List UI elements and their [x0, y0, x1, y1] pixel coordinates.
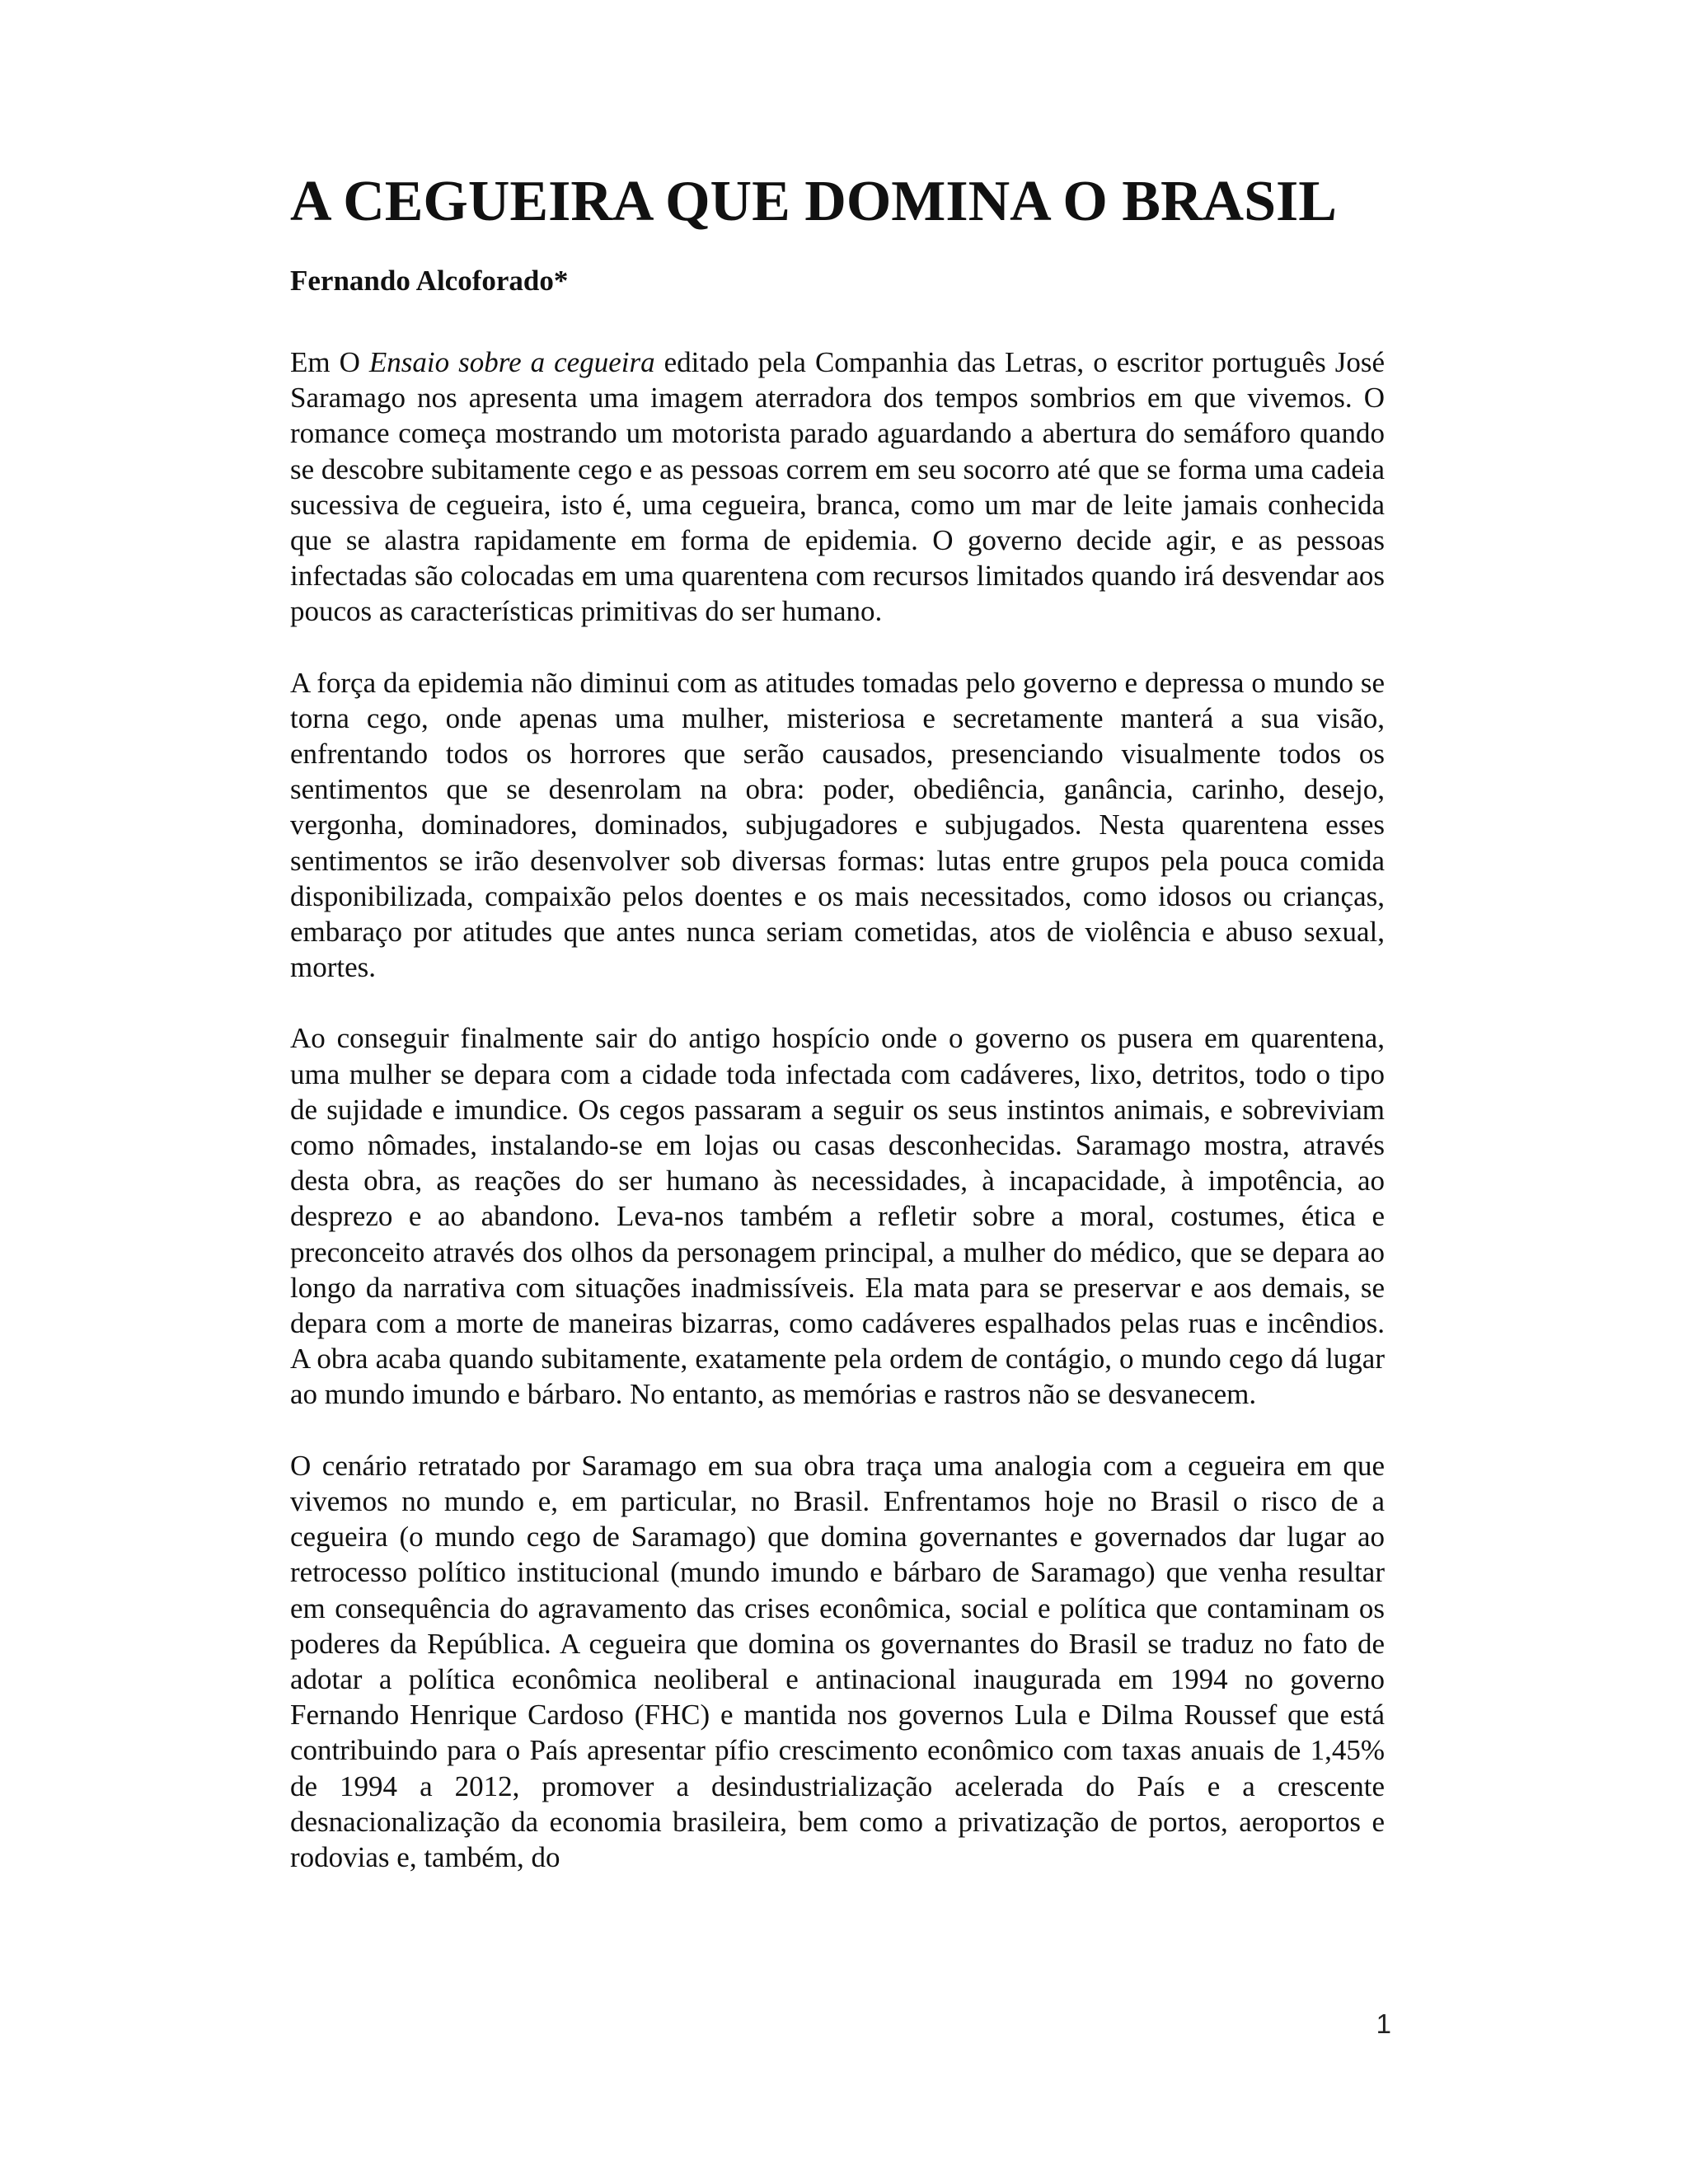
author-name: Fernando Alcoforado*: [290, 265, 569, 297]
paragraph-1-text: editado pela Companhia das Letras, o escritor português José Saramago nos apresenta uma imagem aterradora dos tempos sombrios em que vivemos. O romance começa mostrando um motorista parado aguardando a abertura do semáforo quando se descobre subitamente cego e as pessoas correm em seu socorro até que se forma uma cadeia sucessiva de cegueira, isto é, uma cegueira, branca, como um mar de leite jamais conhecida que se alastra rapidamente em forma de epidemia. O governo decide agir, e as pessoas infectadas são colocadas em uma quarentena com recursos limitados quando irá desvendar aos poucos as características primitivas do ser humano.: [290, 346, 1385, 628]
paragraph-3: Ao conseguir finalmente sair do antigo hospício onde o governo os pusera em quarentena, uma mulher se depara com a cidade toda infectada com cadáveres, lixo, detritos, todo o tipo de sujidade e imundice. Os cegos passaram a seguir os seus instintos animais, e sobreviviam como nômades, instalando-se em lojas ou casas desconhecidas. Saramago mostra, através desta obra, as reações do ser humano às necessidades, à incapacidade, à impotência, ao desprezo e ao abandono. Leva-nos também a refletir sobre a moral, costumes, ética e preconceito através dos olhos da personagem principal, a mulher do médico, que se depara ao longo da narrativa com situações inadmissíveis. Ela mata para se preservar e aos demais, se depara com a morte de maneiras bizarras, como cadáveres espalhados pelas ruas e incêndios. A obra acaba quando subitamente, exatamente pela ordem de contágio, o mundo cego dá lugar ao mundo imundo e bárbaro. No entanto, as memórias e rastros não se desvanecem.: [290, 1022, 1385, 1411]
page-number: 1: [1376, 2008, 1391, 2039]
document-title: A CEGUEIRA QUE DOMINA O BRASIL: [290, 170, 1337, 233]
paragraph-1-intro: Em O: [290, 346, 369, 378]
book-title: Ensaio sobre a cegueira: [368, 346, 655, 378]
document-body: [290, 170, 1385, 1875]
paragraph-4: O cenário retratado por Saramago em sua obra traça uma analogia com a cegueira em que vivemos no mundo e, em particular, no Brasil. Enfrentamos hoje no Brasil o risco de a cegueira (o mundo cego de Saramago) que domina governantes e governados dar lugar ao retrocesso político institucional (mundo imundo e bárbaro de Saramago) que venha resultar em consequência do agravamento das crises econômica, social e política que contaminam os poderes da República. A cegueira que domina os governantes do Brasil se traduz no fato de adotar a política econômica neoliberal e antinacional inaugurada em 1994 no governo Fernando Henrique Cardoso (FHC) e mantida nos governos Lula e Dilma Roussef que está contribuindo para o País apresentar pífio crescimento econômico com taxas anuais de 1,45% de 1994 a 2012, promover a desindustrialização acelerada do País e a crescente desnacionalização da economia brasileira, bem como a privatização de portos, aeroportos e rodovias e, também, do: [290, 1449, 1385, 1873]
paragraph-2: A força da epidemia não diminui com as atitudes tomadas pelo governo e depressa o mundo se torna cego, onde apenas uma mulher, misteriosa e secretamente manterá a sua visão, enfrentando todos os horrores que serão causados, presenciando visualmente todos os sentimentos que se desenrolam na obra: poder, obediência, ganância, carinho, desejo, vergonha, dominadores, dominados, subjugadores e subjugados. Nesta quarentena esses sentimentos se irão desenvolver sob diversas formas: lutas entre grupos pela pouca comida disponibilizada, compaixão pelos doentes e os mais necessitados, como idosos ou crianças, embaraço por atitudes que antes nunca seriam cometidas, atos de violência e abuso sexual, mortes.: [290, 666, 1385, 984]
paragraph-1: [290, 344, 1385, 630]
